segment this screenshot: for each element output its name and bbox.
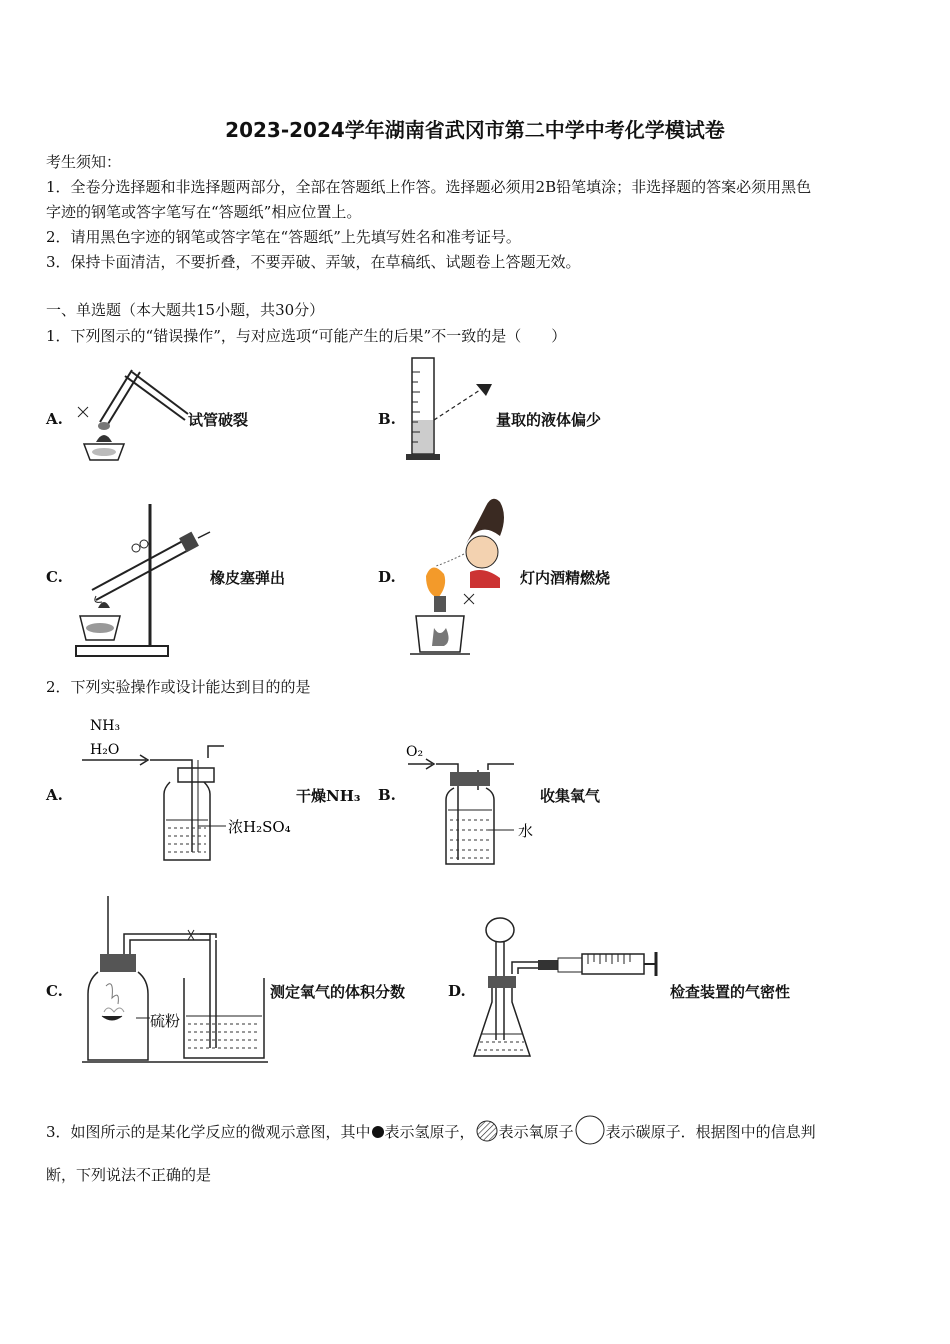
q1-option-c-label: C. <box>46 568 63 586</box>
hydrogen-atom-icon <box>372 1126 384 1138</box>
notice-item-1: 1．全卷分选择题和非选择题两部分，全部在答题纸上作答。选择题必须用2B铅笔填涂；非选择题的答案必须用黑色 <box>46 178 812 196</box>
notice-item-3: 3．保持卡面清洁，不要折叠，不要弄破、弄皱，在草稿纸、试题卷上答题无效。 <box>46 253 581 271</box>
q1-option-c-text: 橡皮塞弹出 <box>210 569 286 587</box>
q2-b-gas: O₂ <box>406 744 424 760</box>
q1-figure-c-iron-stand <box>74 500 214 662</box>
q1-figure-b-graduated-cylinder <box>404 356 504 466</box>
page-title: 2023-2024学年湖南省武冈市第二中学中考化学模试卷 <box>225 118 725 142</box>
q2-option-a-label: A. <box>46 786 63 804</box>
q1-option-d-text: 灯内酒精燃烧 <box>520 569 611 587</box>
q3-stem-part1: 3．如图所示的是某化学反应的微观示意图，其中 <box>46 1123 371 1141</box>
notice-item-1-cont: 字迹的钢笔或答字笔写在“答题纸”相应位置上。 <box>46 203 362 221</box>
q3-stem-line2: 断，下列说法不正确的是 <box>46 1166 212 1184</box>
q3-stem <box>46 1115 816 1145</box>
q2-figure-c-sulfur-burning <box>80 894 270 1066</box>
q3-stem-part3: 表示氧原子 <box>498 1123 574 1141</box>
q1-option-d-label: D. <box>378 568 396 586</box>
q1-figure-a-heating-tube <box>70 362 190 462</box>
q2-option-c-text: 测定氧气的体积分数 <box>270 983 406 1001</box>
q1-option-a-text: 试管破裂 <box>188 411 249 429</box>
q3-stem-part2: 表示氢原子， <box>384 1123 475 1141</box>
q2-option-a-text: 干燥NH₃ <box>296 787 361 805</box>
q2-figure-b-collection-bottle <box>404 740 544 870</box>
q2-a-reagent: 浓H₂SO₄ <box>228 818 291 836</box>
oxygen-atom-icon <box>475 1120 499 1142</box>
q3-stem-part4: 表示碳原子．根据图中的信息判 <box>605 1123 816 1141</box>
q2-a-gas1: NH₃ <box>90 718 121 734</box>
q2-option-c-label: C. <box>46 982 63 1000</box>
notice-item-2: 2．请用黑色字迹的钢笔或答字笔在“答题纸”上先填写姓名和准考证号。 <box>46 228 521 246</box>
q1-stem: 1．下列图示的“错误操作”，与对应选项“可能产生的后果”不一致的是（ ） <box>46 327 567 345</box>
q2-figure-d-syringe-flask <box>470 912 670 1064</box>
q2-c-reagent: 硫粉 <box>150 1012 181 1030</box>
q2-option-b-text: 收集氧气 <box>540 787 601 805</box>
q2-option-d-text: 检查装置的气密性 <box>670 983 791 1001</box>
section-heading: 一、单选题（本大题共15小题，共30分） <box>46 301 325 319</box>
q2-stem: 2．下列实验操作或设计能达到目的的是 <box>46 678 311 696</box>
q2-option-d-label: D. <box>448 982 466 1000</box>
q2-option-b-label: B. <box>378 786 396 804</box>
q2-figure-a-gas-washing-bottle <box>80 714 300 864</box>
q1-option-a-label: A. <box>46 410 63 428</box>
q1-option-b-label: B. <box>378 410 396 428</box>
q2-b-reagent: 水 <box>518 822 534 840</box>
notice-heading: 考生须知： <box>46 153 122 171</box>
q2-a-gas2: H₂O <box>90 742 120 758</box>
q1-option-b-text: 量取的液体偏少 <box>496 411 602 429</box>
carbon-atom-icon <box>574 1115 606 1145</box>
q1-figure-d-blowing-lamp <box>404 492 524 662</box>
